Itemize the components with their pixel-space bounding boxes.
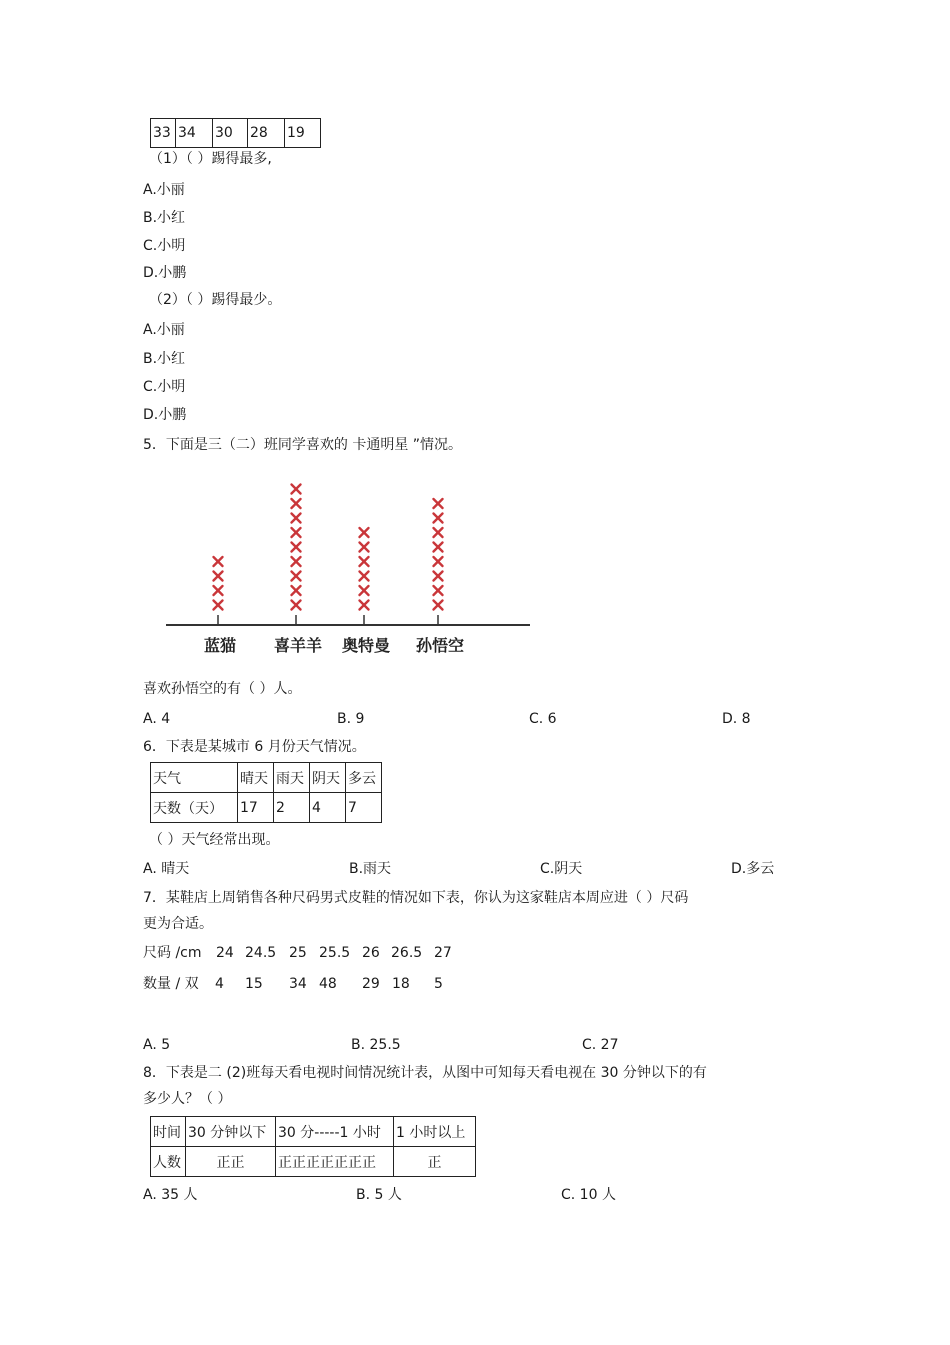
table-cell: 人数 [151, 1147, 186, 1177]
size-value: 24 [216, 945, 234, 961]
table-cell: 2 [274, 793, 310, 823]
cross-marker [292, 528, 301, 537]
q4-sub1-option-c[interactable]: C.小明 [143, 238, 186, 254]
cross-marker [434, 572, 443, 581]
cross-marker [434, 601, 443, 610]
quantity-value: 18 [392, 976, 410, 992]
table-cell: 时间 [151, 1117, 186, 1147]
q8-option-a[interactable]: A. 35 人 [143, 1187, 198, 1203]
q5-question: 喜欢孙悟空的有（ ）人。 [143, 681, 302, 697]
table-cell: 17 [238, 793, 274, 823]
size-value: 24.5 [245, 945, 277, 961]
quantity-value: 5 [434, 976, 443, 992]
quantity-value: 48 [319, 976, 337, 992]
q6-option-d[interactable]: D.多云 [731, 861, 775, 877]
cartoon-star-pictograph [160, 475, 540, 665]
table-cell: 30 分钟以下 [186, 1117, 276, 1147]
size-value: 25.5 [319, 945, 351, 961]
tally-marks: 正正 [186, 1147, 276, 1177]
q5-option-b[interactable]: B. 9 [337, 711, 365, 727]
q5-option-d[interactable]: D. 8 [722, 711, 751, 727]
cross-marker [434, 528, 443, 537]
cross-marker [434, 499, 443, 508]
tally-marks: 正 [394, 1147, 476, 1177]
q6-option-c[interactable]: C.阴天 [540, 861, 583, 877]
tv-time-table [150, 1116, 476, 1177]
table-cell: 1 小时以上 [394, 1117, 476, 1147]
table-cell: 34 [176, 119, 213, 148]
weather-table [150, 762, 382, 823]
category-label: 孙悟空 [415, 636, 465, 655]
q4-sub1-option-b[interactable]: B.小红 [143, 210, 186, 226]
table-cell: 19 [285, 119, 321, 148]
category-label: 蓝猫 [203, 636, 237, 655]
table-cell: 晴天 [238, 763, 274, 793]
table-cell: 7 [346, 793, 382, 823]
table-cell: 30 [213, 119, 248, 148]
cross-marker [360, 586, 369, 595]
cross-marker [360, 572, 369, 581]
quantity-label: 数量 / 双 [143, 976, 199, 992]
table-cell: 4 [310, 793, 346, 823]
q6-option-b[interactable]: B.雨天 [349, 861, 392, 877]
table-cell: 天数（天） [151, 793, 238, 823]
table-cell: 雨天 [274, 763, 310, 793]
q4-sub1-option-d[interactable]: D.小鹏 [143, 265, 187, 281]
cross-marker [360, 528, 369, 537]
table-cell: 33 [151, 119, 176, 148]
quantity-value: 15 [245, 976, 263, 992]
q6-stem: 6．下表是某城市 6 月份天气情况。 [143, 739, 366, 755]
cross-marker [360, 543, 369, 552]
size-value: 27 [434, 945, 452, 961]
q5-stem: 5．下面是三（二）班同学喜欢的 卡通明星 ”情况。 [143, 437, 463, 453]
quantity-value: 34 [289, 976, 307, 992]
cross-marker [360, 601, 369, 610]
q7-stem-line1: 7．某鞋店上周销售各种尺码男式皮鞋的情况如下表，你认为这家鞋店本周应进（ ）尺码 [143, 890, 689, 906]
cross-marker [434, 514, 443, 523]
size-value: 26.5 [391, 945, 423, 961]
cross-marker [214, 601, 223, 610]
size-value: 26 [362, 945, 380, 961]
cross-marker [214, 557, 223, 566]
q7-stem-line2: 更为合适。 [143, 916, 213, 932]
q5-option-c[interactable]: C. 6 [529, 711, 557, 727]
q4-sub2-option-c[interactable]: C.小明 [143, 379, 186, 395]
q6-question: （ ）天气经常出现。 [149, 832, 280, 848]
table-cell: 28 [248, 119, 285, 148]
quantity-value: 29 [362, 976, 380, 992]
tally-marks: 正正正正正正正 [276, 1147, 394, 1177]
q7-option-a[interactable]: A. 5 [143, 1037, 171, 1053]
category-label: 奥特曼 [341, 636, 391, 655]
cross-marker [292, 499, 301, 508]
table-cell: 30 分-----1 小时 [276, 1117, 394, 1147]
cross-marker [214, 572, 223, 581]
category-label: 喜羊羊 [273, 636, 323, 655]
cross-marker [434, 557, 443, 566]
cross-marker [434, 586, 443, 595]
q8-stem-line2: 多少人？（ ） [143, 1091, 232, 1107]
q7-option-b[interactable]: B. 25.5 [351, 1037, 401, 1053]
q4-sub2-option-b[interactable]: B.小红 [143, 351, 186, 367]
kick-count-table [150, 118, 321, 148]
q6-option-a[interactable]: A. 晴天 [143, 861, 190, 877]
table-cell: 阴天 [310, 763, 346, 793]
cross-marker [292, 543, 301, 552]
size-value: 25 [289, 945, 307, 961]
table-cell: 天气 [151, 763, 238, 793]
cross-marker [292, 572, 301, 581]
q4-sub1-option-a[interactable]: A.小丽 [143, 182, 185, 198]
q5-option-a[interactable]: A. 4 [143, 711, 171, 727]
q4-sub2-text: （2）（ ）踢得最少。 [149, 292, 282, 308]
cross-marker [292, 485, 301, 494]
q4-sub2-option-a[interactable]: A.小丽 [143, 322, 185, 338]
quantity-value: 4 [215, 976, 224, 992]
q8-option-c[interactable]: C. 10 人 [561, 1187, 616, 1203]
table-cell: 多云 [346, 763, 382, 793]
cross-marker [292, 557, 301, 566]
cross-marker [292, 586, 301, 595]
cross-marker [292, 514, 301, 523]
cross-marker [292, 601, 301, 610]
cross-marker [360, 557, 369, 566]
q8-option-b[interactable]: B. 5 人 [356, 1187, 402, 1203]
cross-marker [434, 543, 443, 552]
q8-stem-line1: 8．下表是二 (2)班每天看电视时间情况统计表，从图中可知每天看电视在 30 分钟以下的有 [143, 1065, 707, 1081]
q7-option-c[interactable]: C. 27 [582, 1037, 619, 1053]
cross-marker [214, 586, 223, 595]
q4-sub1-text: （1）（ ）踢得最多, [149, 151, 272, 167]
size-label: 尺码 /cm [143, 945, 202, 961]
q4-sub2-option-d[interactable]: D.小鹏 [143, 407, 187, 423]
